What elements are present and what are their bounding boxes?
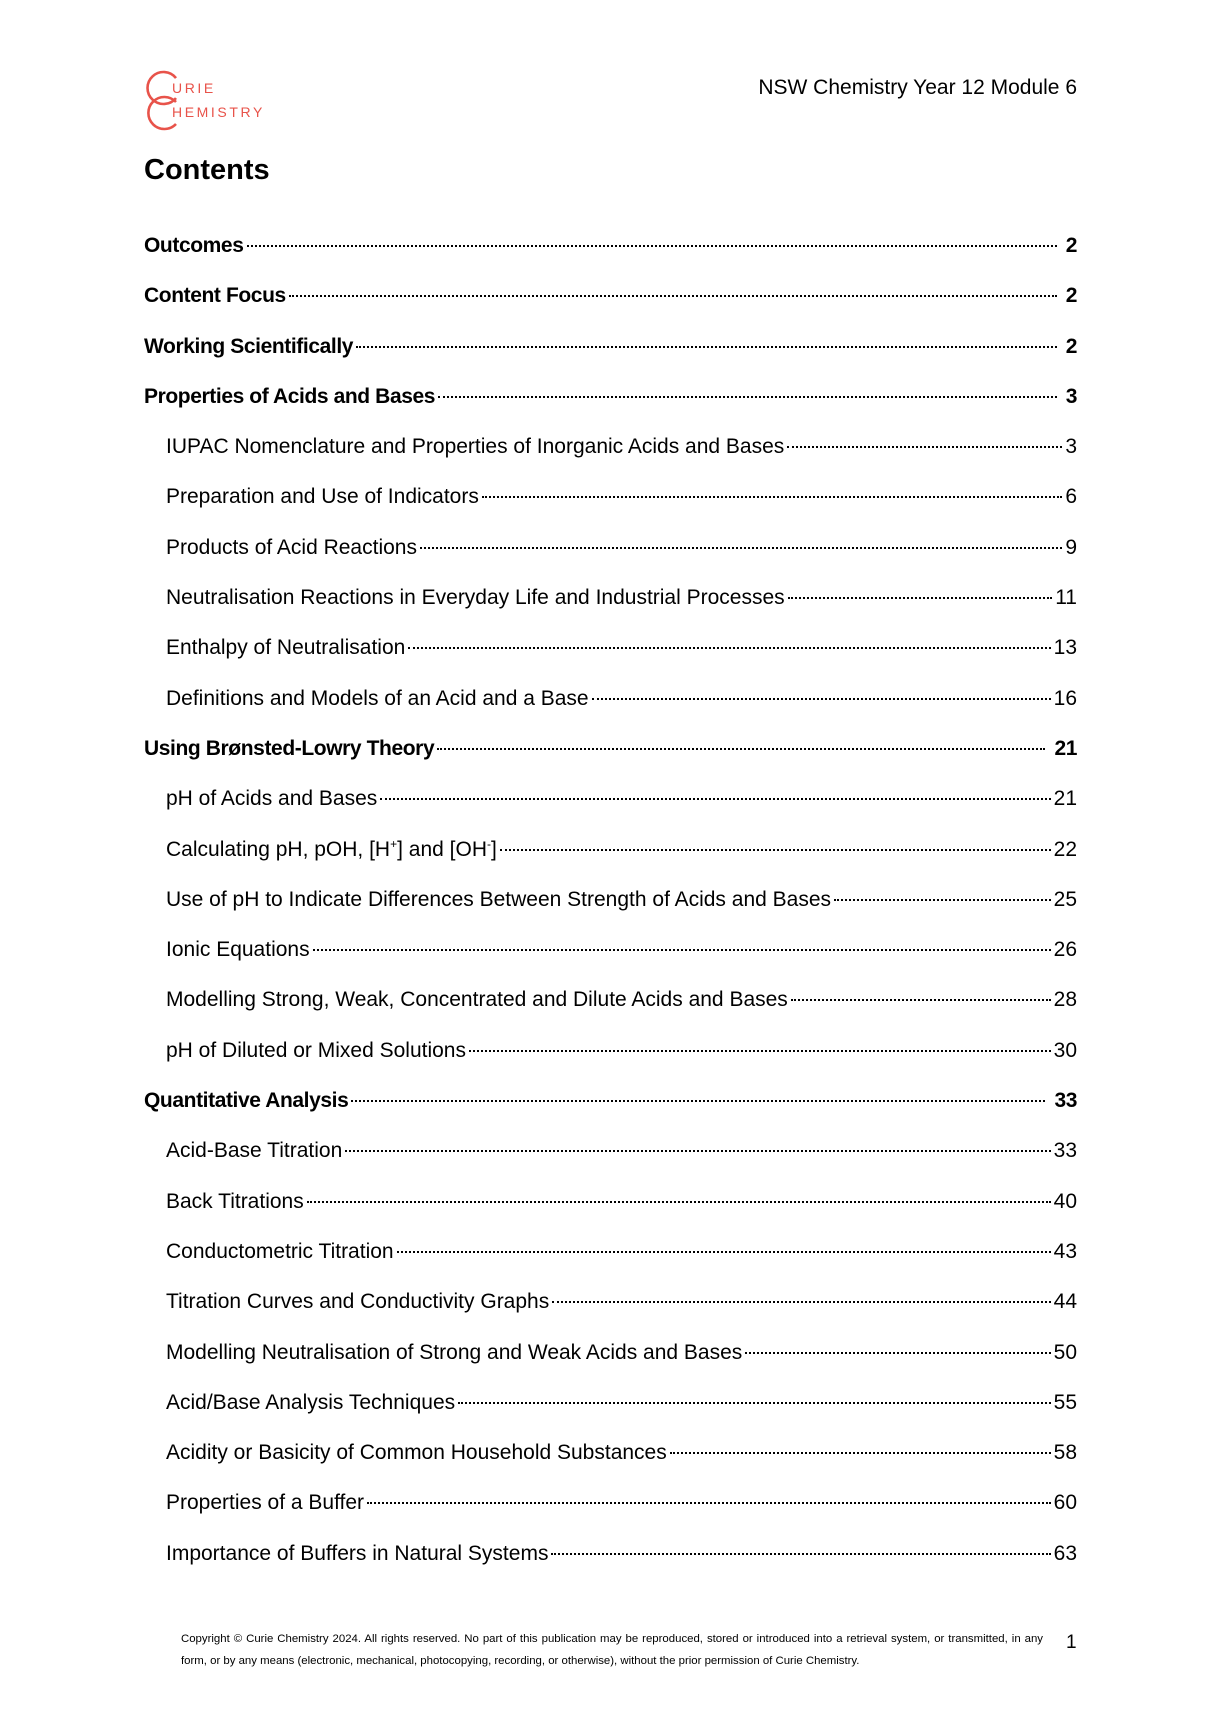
toc-section-entry[interactable]	[144, 284, 1077, 334]
toc-entry-page-number: 16	[1053, 686, 1077, 710]
footer-copyright: Copyright © Curie Chemistry 2024. All rights reserved. No part of this publication may be reproduced, stored or introduced into a retrieval system, or transmitted, in any form, or by any means (electronic, mechanical, photocopying, recording, or otherwise), without the prior permission of Curie Chemistry.	[181, 1633, 1043, 1667]
toc-entry-page-number: 26	[1053, 938, 1077, 962]
toc-dot-leader	[408, 647, 1050, 649]
toc-dot-leader	[307, 1201, 1051, 1203]
toc-entry-page-number: 3	[1065, 435, 1077, 459]
toc-dot-leader	[551, 1553, 1050, 1555]
toc-subsection-entry[interactable]	[144, 1240, 1077, 1290]
toc-entry-title: Quantitative Analysis	[144, 1089, 349, 1113]
toc-dot-leader	[247, 245, 1057, 247]
toc-entry-page-number: 28	[1053, 988, 1077, 1012]
toc-dot-leader	[458, 1402, 1051, 1404]
toc-subsection-entry[interactable]	[144, 888, 1077, 938]
toc-entry-title	[166, 838, 497, 862]
toc-dot-leader	[289, 295, 1057, 297]
curie-chemistry-logo	[142, 68, 292, 134]
toc-entry-title: Content Focus	[144, 284, 286, 308]
toc-subsection-entry[interactable]	[144, 435, 1077, 485]
toc-entry-page-number: 63	[1053, 1541, 1077, 1565]
toc-subsection-entry[interactable]	[144, 1290, 1077, 1340]
toc-entry-title: IUPAC Nomenclature and Properties of Inorganic Acids and Bases	[166, 435, 785, 459]
toc-entry-page-number: 50	[1053, 1340, 1077, 1364]
toc-entry-title: Conductometric Titration	[166, 1239, 394, 1263]
toc-entry-page-number: 22	[1053, 837, 1077, 861]
toc-dot-leader	[351, 1100, 1045, 1102]
toc-entry-page-number: 11	[1055, 586, 1077, 610]
toc-entry-title: Preparation and Use of Indicators	[166, 485, 479, 509]
toc-entry-title: Modelling Strong, Weak, Concentrated and Dilute Acids and Bases	[166, 988, 788, 1012]
toc-section-entry[interactable]	[144, 335, 1077, 385]
toc-dot-leader	[438, 396, 1057, 398]
toc-dot-leader	[420, 547, 1062, 549]
toc-dot-leader	[745, 1352, 1050, 1354]
toc-entry-page-number: 9	[1065, 535, 1077, 559]
toc-dot-leader	[834, 899, 1051, 901]
toc-entry-title: Back Titrations	[166, 1189, 304, 1213]
toc-subsection-entry[interactable]	[144, 1190, 1077, 1240]
toc-subsection-entry[interactable]	[144, 1542, 1077, 1592]
toc-section-entry[interactable]	[144, 737, 1077, 787]
toc-subsection-entry[interactable]	[144, 1391, 1077, 1441]
toc-dot-leader	[482, 496, 1062, 498]
toc-section-entry[interactable]	[144, 385, 1077, 435]
toc-subsection-entry[interactable]	[144, 838, 1077, 888]
toc-entry-page-number: 2	[1065, 284, 1077, 308]
superscript-charge: +	[390, 836, 398, 851]
toc-entry-page-number: 44	[1053, 1290, 1077, 1314]
toc-dot-leader	[500, 849, 1051, 851]
toc-subsection-entry[interactable]	[144, 636, 1077, 686]
toc-subsection-entry[interactable]	[144, 787, 1077, 837]
page-title: Contents	[144, 154, 270, 186]
superscript-charge: -	[487, 836, 491, 851]
toc-subsection-entry[interactable]	[144, 586, 1077, 636]
toc-subsection-entry[interactable]	[144, 1341, 1077, 1391]
toc-subsection-entry[interactable]	[144, 1441, 1077, 1491]
toc-subsection-entry[interactable]	[144, 1039, 1077, 1089]
toc-entry-title-part: Calculating pH, pOH, [H	[166, 837, 391, 861]
toc-entry-title-part: ] and [OH	[397, 837, 487, 861]
table-of-contents	[144, 234, 1077, 1592]
toc-entry-title: Definitions and Models of an Acid and a Base	[166, 686, 589, 710]
toc-dot-leader	[313, 949, 1051, 951]
toc-subsection-entry[interactable]	[144, 1491, 1077, 1541]
toc-entry-title: Titration Curves and Conductivity Graphs	[166, 1290, 550, 1314]
toc-entry-page-number: 33	[1053, 1139, 1077, 1163]
toc-dot-leader	[380, 798, 1050, 800]
toc-entry-title: Enthalpy of Neutralisation	[166, 636, 406, 660]
toc-subsection-entry[interactable]	[144, 536, 1077, 586]
toc-entry-title: Acid-Base Titration	[166, 1139, 343, 1163]
toc-entry-title: Using Brønsted-Lowry Theory	[144, 736, 435, 760]
toc-entry-title-part: ]	[491, 837, 497, 861]
toc-dot-leader	[787, 446, 1062, 448]
toc-dot-leader	[670, 1452, 1051, 1454]
toc-entry-title: Working Scientifically	[144, 334, 354, 358]
toc-entry-page-number: 60	[1053, 1491, 1077, 1515]
toc-dot-leader	[397, 1251, 1051, 1253]
toc-entry-page-number: 33	[1054, 1089, 1077, 1113]
toc-entry-page-number: 13	[1053, 636, 1077, 660]
toc-subsection-entry[interactable]	[144, 1139, 1077, 1189]
toc-entry-title: pH of Acids and Bases	[166, 787, 378, 811]
toc-subsection-entry[interactable]	[144, 485, 1077, 535]
toc-dot-leader	[791, 999, 1051, 1001]
toc-entry-page-number: 3	[1065, 384, 1077, 408]
toc-section-entry[interactable]	[144, 1089, 1077, 1139]
toc-dot-leader	[356, 346, 1057, 348]
toc-entry-title: Products of Acid Reactions	[166, 535, 417, 559]
toc-entry-page-number: 25	[1053, 887, 1077, 911]
toc-entry-title: Outcomes	[144, 234, 244, 257]
toc-entry-page-number: 43	[1053, 1239, 1077, 1263]
toc-entry-title: pH of Diluted or Mixed Solutions	[166, 1038, 466, 1062]
toc-entry-title: Importance of Buffers in Natural Systems	[166, 1541, 549, 1565]
toc-entry-title: Properties of Acids and Bases	[144, 384, 436, 408]
toc-entry-title: Use of pH to Indicate Differences Between Strength of Acids and Bases	[166, 887, 831, 911]
toc-entry-page-number: 21	[1054, 736, 1077, 760]
toc-entry-page-number: 55	[1053, 1390, 1077, 1414]
toc-entry-page-number: 6	[1065, 485, 1077, 509]
toc-entry-title: Properties of a Buffer	[166, 1491, 365, 1515]
toc-entry-title: Neutralisation Reactions in Everyday Life and Industrial Processes	[166, 586, 785, 610]
toc-dot-leader	[552, 1301, 1050, 1303]
toc-entry-page-number: 2	[1065, 334, 1077, 358]
footer-page-number: 1	[1066, 1632, 1077, 1653]
toc-subsection-entry[interactable]	[144, 988, 1077, 1038]
toc-entry-title: Acidity or Basicity of Common Household Substances	[166, 1441, 667, 1465]
toc-dot-leader	[592, 698, 1051, 700]
toc-dot-leader	[437, 748, 1045, 750]
toc-entry-title: Modelling Neutralisation of Strong and Weak Acids and Bases	[166, 1340, 743, 1364]
toc-dot-leader	[788, 597, 1053, 599]
toc-subsection-entry[interactable]	[144, 938, 1077, 988]
toc-subsection-entry[interactable]	[144, 687, 1077, 737]
toc-dot-leader	[345, 1150, 1050, 1152]
toc-entry-title: Ionic Equations	[166, 938, 310, 962]
header-course-title: NSW Chemistry Year 12 Module 6	[758, 76, 1077, 99]
toc-entry-page-number: 58	[1053, 1441, 1077, 1465]
logo-text-hemistry: HEMISTRY	[172, 104, 265, 120]
toc-section-entry[interactable]	[144, 234, 1077, 284]
toc-entry-page-number: 2	[1065, 234, 1077, 257]
logo-cc-mark-icon	[142, 68, 182, 134]
logo-text-urie: URIE	[172, 80, 216, 96]
toc-dot-leader	[367, 1502, 1051, 1504]
toc-dot-leader	[469, 1050, 1051, 1052]
toc-entry-page-number: 30	[1053, 1038, 1077, 1062]
toc-entry-page-number: 40	[1053, 1189, 1077, 1213]
toc-entry-title: Acid/Base Analysis Techniques	[166, 1390, 456, 1414]
toc-entry-page-number: 21	[1053, 787, 1077, 811]
